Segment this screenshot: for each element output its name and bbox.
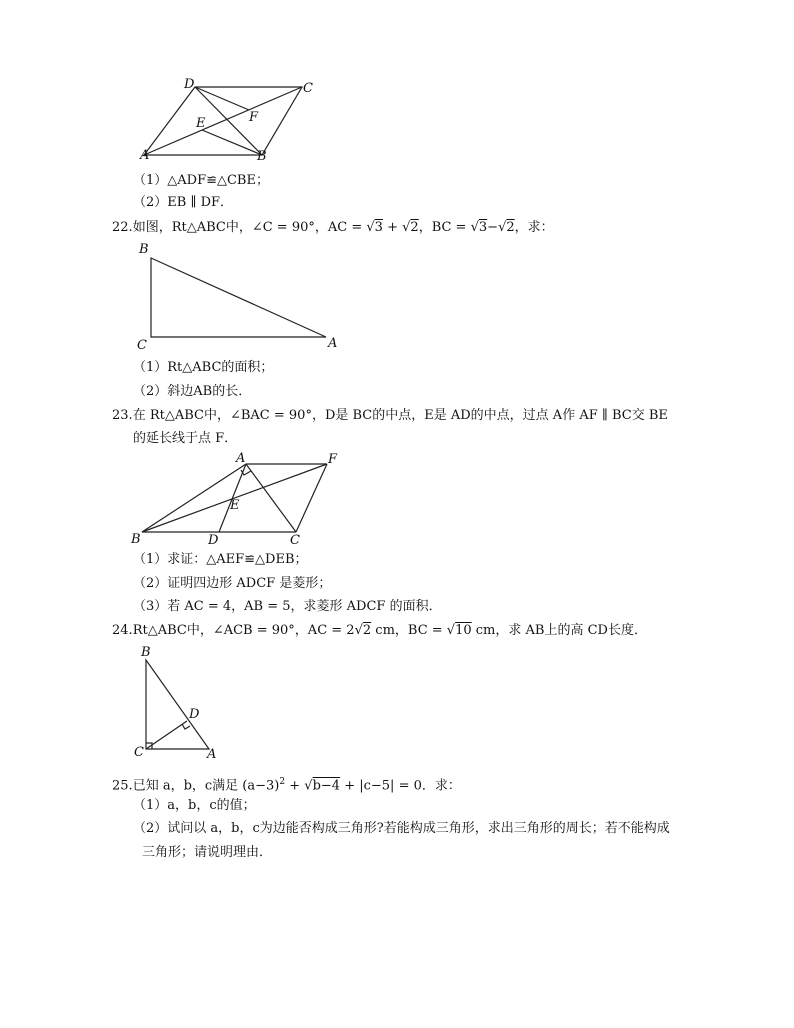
fig22-label-a: A <box>328 336 338 351</box>
q23-part3: （3）若 AC = 4，AB = 5，求菱形 ADCF 的面积． <box>133 599 442 614</box>
fig21-label-f: F <box>249 110 259 125</box>
q24-stem-b: cm，BC = <box>371 623 447 638</box>
fig23-label-a: A <box>236 451 246 466</box>
q22-minus: − <box>487 220 499 235</box>
q25-stem-b: + <box>285 778 305 794</box>
q22-number: 22. <box>112 220 133 235</box>
fig21-label-a: A <box>140 148 150 163</box>
fig24-label-c: C <box>134 745 144 760</box>
q25-stem-c: + |c−5| = 0．求： <box>340 778 461 794</box>
q22-stem: 22.如图，Rt△ABC中，∠C = 90°，AC = √3 + √2，BC = √3−√2，求： <box>112 220 554 235</box>
fig21-label-c: C <box>303 81 313 96</box>
fig24-label-d: D <box>189 707 200 722</box>
q22-stem-b: ，BC = <box>418 220 471 235</box>
q25-stem-a: 已知 a，b，c满足 (a−3) <box>132 778 280 794</box>
fig23-label-d: D <box>208 533 219 548</box>
q25-stem: 25.已知 a，b，c满足 $(a-3)^2 + √b-4 + |c-5| = 0$．求： <box>112 777 461 794</box>
q24-stem-c: cm，求 AB上的高 CD长度． <box>471 623 647 638</box>
q23-part2: （2）证明四边形 ADCF 是菱形； <box>133 576 332 591</box>
q23-stem-line2: 的延长线于点 F． <box>133 431 238 446</box>
q25-part1: （1）a，b，c的值； <box>133 798 256 813</box>
triangle-abc-24 <box>146 660 209 749</box>
q24-number: 24. <box>112 623 133 638</box>
fig21-label-b: B <box>257 149 267 164</box>
q25-number: 25. <box>112 778 133 794</box>
q21-part2: （2）EB ∥ DF． <box>133 195 234 210</box>
fig21-label-e: E <box>196 116 206 131</box>
q22-stem-c: ，求： <box>514 220 554 235</box>
q25-radicand: b−4 <box>312 778 341 794</box>
q22-radicand-3: 3 <box>478 220 488 235</box>
q23-number: 23. <box>112 408 133 423</box>
fig22-label-b: B <box>139 242 149 257</box>
q22-part2: （2）斜边AB的长． <box>133 384 252 399</box>
fig23-label-e: E <box>230 498 240 513</box>
fig23-label-b: B <box>131 532 141 547</box>
q23-stem1: 在 Rt△ABC中，∠BAC = 90°，D是 BC的中点，E是 AD的中点，过点 A作 AF ∥ BC交 BE <box>132 408 668 423</box>
right-angle-mark-d <box>182 724 190 729</box>
fig23-label-f: F <box>328 452 338 467</box>
q22-stem-a: 如图，Rt△ABC中，∠C = 90°，AC = <box>132 220 367 235</box>
q21-part1: （1）△ADF≌△CBE； <box>133 173 269 188</box>
q24-radicand-1: 2 <box>362 623 372 638</box>
q25-superscript: 2 <box>279 777 286 787</box>
q22-radicand-2: 2 <box>410 220 419 235</box>
q22-plus: + <box>382 220 403 235</box>
q23-part1: （1）求证：△AEF≌△DEB； <box>133 552 308 567</box>
q24-radicand-2: 10 <box>455 623 472 638</box>
q22-part1: （1）Rt△ABC的面积； <box>133 360 274 375</box>
q24-stem-a: Rt△ABC中，∠ACB = 90°，AC = 2 <box>132 623 355 638</box>
fig24-label-b: B <box>141 645 151 660</box>
fig23-label-c: C <box>290 533 300 548</box>
q24-stem: 24.Rt△ABC中，∠ACB = 90°，AC = 2√2 cm，BC = √10 cm，求 AB上的高 CD长度． <box>112 623 647 638</box>
q25-part2-line1: （2）试问以 a，b，c为边能否构成三角形?若能构成三角形，求出三角形的周长；若不能构成 <box>133 821 670 836</box>
q25-part2-line2: 三角形；请说明理由． <box>142 845 273 860</box>
fig24-label-a: A <box>207 747 217 762</box>
fig22-label-c: C <box>137 338 147 353</box>
q22-radicand-4: 2 <box>506 220 515 235</box>
fig21-label-d: D <box>184 77 195 92</box>
q22-radicand-1: 3 <box>374 220 383 235</box>
